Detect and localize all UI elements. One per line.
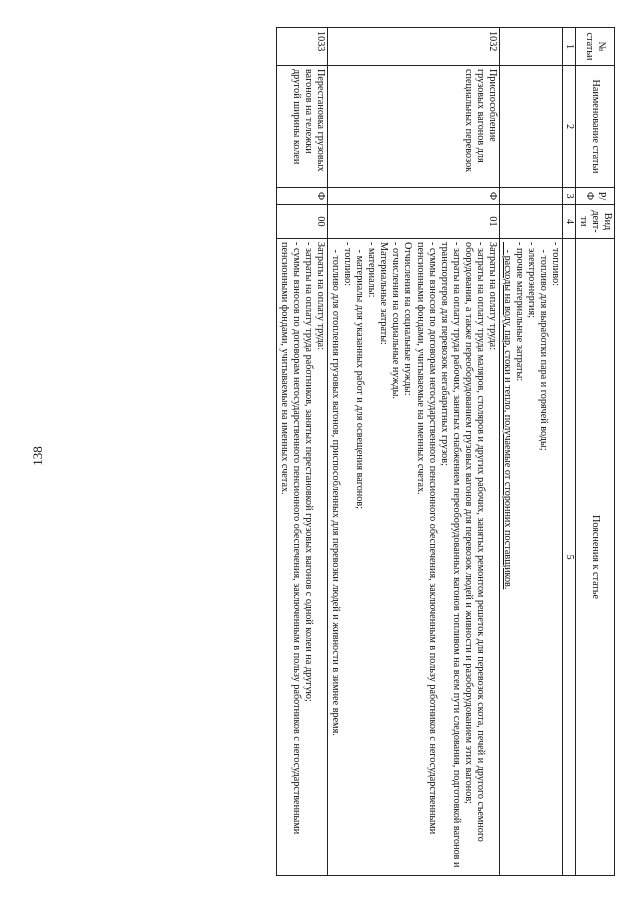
column-number: 1	[562, 28, 575, 66]
article-number: 1032	[328, 28, 499, 66]
column-number: 2	[562, 66, 575, 188]
article-activity: 00	[277, 205, 328, 239]
article-rf: Ф	[328, 188, 499, 205]
explanation-line: - расходы на воду, пар, стоки и тепло, получаемые от сторонних поставщиков.	[501, 242, 513, 590]
explanation-line: Затраты на оплату труда:	[486, 242, 498, 351]
explanation-line: - электроэнергия;	[525, 242, 537, 319]
articles-table	[276, 27, 615, 876]
explanation-line: Отчисления на социальные нужды:	[402, 242, 414, 396]
article-name: Приспособление грузовых вагонов для специальных перевозок	[328, 66, 499, 188]
column-number: 5	[562, 239, 575, 876]
explanation-line: - топливо:	[549, 242, 561, 287]
page-number: 138	[30, 446, 45, 466]
article-rf: Ф	[277, 188, 328, 205]
table-row	[499, 28, 562, 876]
article-name	[499, 66, 562, 188]
explanation-line: - затраты на оплату труда рабочих, занятых снабжением переоборудованных вагонов топливом на всем пути следования, подготовкой вагонов и транспортеров для перевозок негабаритных грузов;	[438, 242, 462, 871]
explanation-line: - материалы:	[366, 242, 378, 298]
explanation-line: - затраты на оплату труда маляров, столяров и других рабочих, занятых ремонтом решеток для перевозок скота, печей и другого съемного оборудования, а также переоборудованием грузовых вагонов для перевозок людей и живности и разоборудованием этих вагонов;	[462, 242, 486, 845]
article-explanation	[499, 239, 562, 876]
header-article-number: № статьи	[575, 28, 614, 66]
explanation-line: - затраты на оплату труда работников, занятых перестановкой грузовых вагонов с одной колеи на другую;	[303, 242, 315, 702]
explanation-line: - суммы взносов по договорам негосударственного пенсионного обеспечения, заключенным в пользу работников с негосударственными пенсионными фондами, учитываемые на именных счетах.	[414, 242, 438, 837]
header-article-name: Наименование статьи	[575, 66, 614, 188]
article-name: Перестановка грузовых вагонов на тележки другой ширины колеи	[277, 66, 328, 188]
rotated-table-container	[95, 27, 615, 875]
header-row	[575, 28, 614, 876]
explanation-line: - прочие материальные затраты:	[513, 242, 525, 382]
column-number: 3	[562, 188, 575, 205]
article-rf	[499, 188, 562, 205]
explanation-line: Затраты на оплату труда:	[315, 242, 327, 351]
header-rf: Р/ Ф	[575, 188, 614, 205]
explanation-line: Материальные затраты:	[378, 242, 390, 345]
article-explanation	[328, 239, 499, 876]
column-number-row	[562, 28, 575, 876]
explanation-line: - отчисления на социальные нужды.	[390, 242, 402, 399]
article-activity: 01	[328, 205, 499, 239]
article-number: 1033	[277, 28, 328, 66]
article-explanation	[277, 239, 328, 876]
header-activity-type: Вид деят-ти	[575, 205, 614, 239]
column-number: 4	[562, 205, 575, 239]
article-number	[499, 28, 562, 66]
explanation-line: - топливо:	[342, 242, 354, 287]
table-row	[328, 28, 499, 876]
explanation-line: - топливо для выработки пара и горячей воды;	[537, 242, 549, 451]
explanation-line: - суммы взносов по договорам негосударственного пенсионного обеспечения, заключенным в пользу работников с негосударственными пенсионными фондами, учитываемые на именных счетах.	[279, 242, 303, 837]
explanation-line: - материалы для указанных работ и для освещения вагонов;	[354, 242, 366, 509]
header-explanation: Пояснения к статье	[575, 239, 614, 876]
explanation-line: - топливо для отопления грузовых вагонов, приспособленных для перевозки людей и живности в зимнее время.	[330, 242, 342, 736]
article-activity	[499, 205, 562, 239]
table-row	[277, 28, 328, 876]
